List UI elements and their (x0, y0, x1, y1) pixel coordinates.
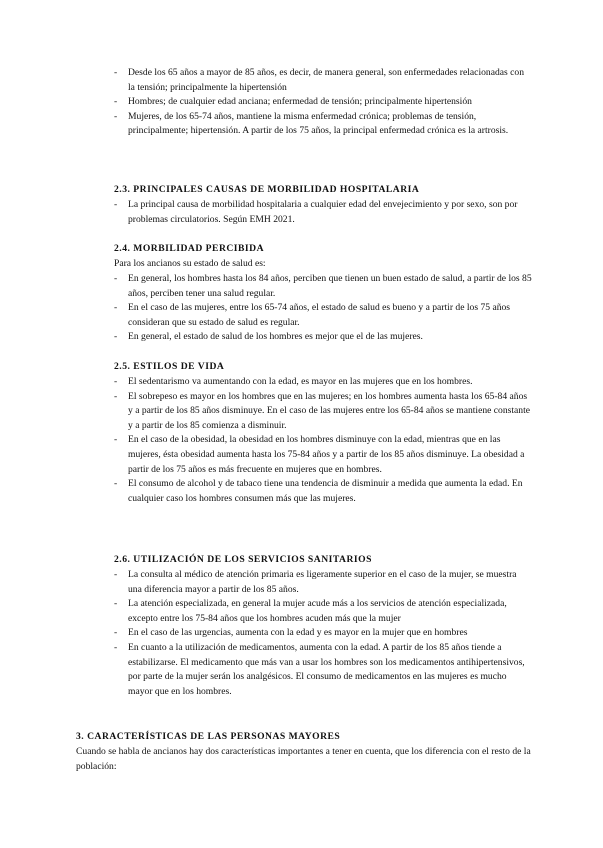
list-item: - Hombres; de cualquier edad anciana; enfermedad de tensión; principalmente hipertensión (114, 96, 472, 108)
list-item: - En cuanto a la utilización de medicamentos, aumenta con la edad. A partir de los 85 años tiende a estabilizarse. El medicamento que más van a usar los hombres son los medicamentos antihipertensivos, por parte de la mujer serán los analgésicos. El consumo de medicamentos en las mujeres es mucho mayor que en los hombres. (114, 641, 525, 697)
chronic-disease-list (114, 66, 532, 139)
list-item: - En general, el estado de salud de los hombres es mejor que el de las mujeres. (114, 331, 423, 343)
list-item: - En el caso de las urgencias, aumenta con la edad y es mayor en la mujer que en hombres (114, 627, 468, 639)
section-intro-3: Cuando se habla de ancianos hay dos características importantes a tener en cuenta, que los diferencia con el resto de la población: (76, 746, 531, 772)
hospital-morbidity-list (114, 198, 532, 227)
lifestyle-list (114, 375, 532, 506)
list-item: - Desde los 65 años a mayor de 85 años, es decir, de manera general, son enfermedades relacionadas con la tensión; principalmente la hipertensión (114, 67, 524, 93)
list-item: - La atención especializada, en general la mujer acude más a los servicios de atención especializada, excepto entre los 75-84 años que los hombres acuden más que la mujer (114, 598, 507, 624)
section-intro-2-4: Para los ancianos su estado de salud es: (114, 258, 266, 269)
section-heading-2-3: 2.3. PRINCIPALES CAUSAS DE MORBILIDAD HOSPITALARIA (114, 184, 420, 195)
perceived-morbidity-list (114, 272, 532, 345)
list-item: - Mujeres, de los 65-74 años, mantiene la misma enfermedad crónica; problemas de tensión, principalmente; hipertensión. A partir de los 75 años, la principal enfermedad crónica es la artrosis. (114, 110, 509, 137)
list-item: - En general, los hombres hasta los 84 años, perciben que tienen un buen estado de salud, a partir de los 85 años, perciben tener una salud regular. (114, 273, 532, 299)
section-heading-2-6: 2.6. UTILIZACIÓN DE LOS SERVICIOS SANITARIOS (114, 554, 372, 565)
section-heading-2-4: 2.4. MORBILIDAD PERCIBIDA (114, 243, 265, 254)
list-item: - El sobrepeso es mayor en los hombres que en las mujeres; en los hombres aumenta hasta los 65-84 años y a partir de los 85 años disminuye. En el caso de las mujeres entre los 65-84 años se mantiene constante y a partir de los 85 comienza a disminuir. (114, 390, 531, 431)
list-item: - El consumo de alcohol y de tabaco tiene una tendencia de disminuir a medida que aumenta la edad. En cualquier caso los hombres consumen más que las mujeres. (114, 478, 523, 504)
list-item: - La consulta al médico de atención primaria es ligeramente superior en el caso de la mujer, se muestra una diferencia mayor a partir de los 85 años. (114, 569, 517, 595)
list-item: - En el caso de la obesidad, la obesidad en los hombres disminuye con la edad, mientras que en las mujeres, ésta obesidad aumenta hasta los 75-84 años y a partir de los 85 años disminuye. La obesidad a partir de los 75 años es más frecuente en mujeres que en hombres. (114, 434, 525, 475)
health-services-list (114, 568, 532, 699)
list-item: - El sedentarismo va aumentando con la edad, es mayor en las mujeres que en los hombres. (114, 376, 473, 387)
section-heading-2-5: 2.5. ESTILOS DE VIDA (114, 361, 225, 372)
list-item: - La principal causa de morbilidad hospitalaria a cualquier edad del envejecimiento y por sexo, son por problemas circulatorios. Según EMH 2021. (114, 199, 518, 225)
section-heading-3: 3. CARACTERÍSTICAS DE LAS PERSONAS MAYORES (76, 731, 341, 742)
list-item: - En el caso de las mujeres, entre los 65-74 años, el estado de salud es bueno y a partir de los 75 años consideran que su estado de salud es regular. (114, 302, 511, 328)
